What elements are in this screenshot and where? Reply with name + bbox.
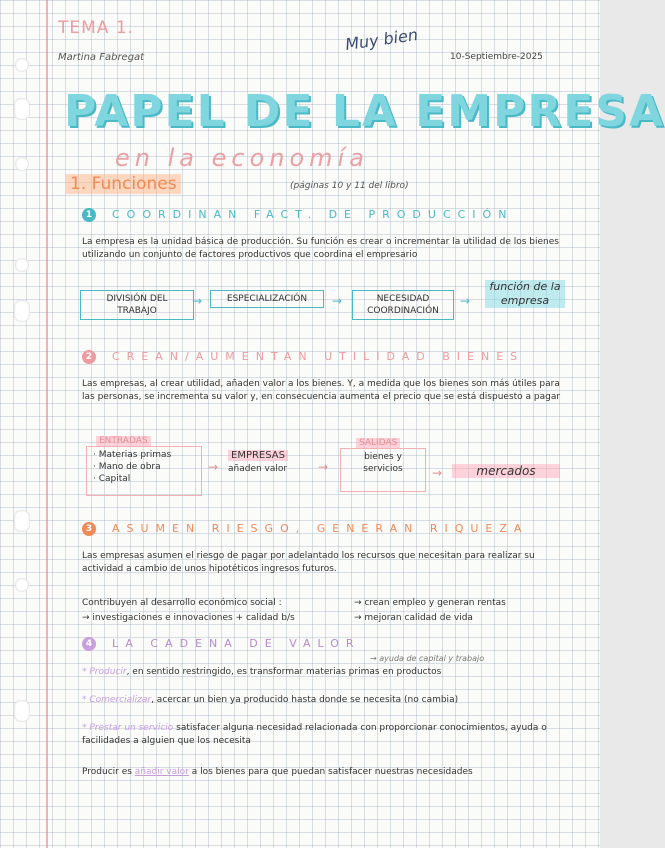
binder-hole bbox=[15, 258, 29, 272]
middle-title: EMPRESAS bbox=[228, 450, 288, 461]
flow-result: función de la empresa bbox=[485, 280, 565, 308]
page-title: PAPEL DE LA EMPRESA bbox=[64, 86, 665, 137]
item-text: Las empresas, al crear utilidad, añaden valor a los bienes. Y, a medida que los bienes son más útiles para las personas, se incrementa su valor y, en consecuencia aumenta el precio que se está dispuesto a pagar bbox=[82, 379, 561, 402]
flow-box: NECESIDAD COORDINACIÓN bbox=[352, 290, 454, 320]
item-number: 4 bbox=[82, 637, 96, 651]
item-number: 3 bbox=[82, 522, 96, 536]
item-heading: CREAN/AUMENTAN UTILIDAD BIENES bbox=[112, 350, 525, 363]
binder-hole bbox=[14, 700, 30, 722]
item-number: 2 bbox=[82, 350, 96, 364]
markets-label: mercados bbox=[452, 464, 560, 478]
value-chain-key: Prestar un servicio bbox=[89, 723, 174, 733]
date-label: 10-Septiembre-2025 bbox=[450, 52, 543, 62]
summary-text: Producir es bbox=[82, 767, 135, 777]
outputs-box: bienes y servicios bbox=[340, 448, 426, 492]
arrow-icon: → bbox=[208, 460, 219, 474]
flow-box: DIVISIÓN DEL TRABAJO bbox=[80, 290, 194, 320]
binder-hole bbox=[14, 98, 30, 120]
pages-note: (páginas 10 y 11 del libro) bbox=[290, 181, 409, 191]
binder-hole bbox=[14, 510, 30, 532]
binder-hole bbox=[15, 578, 29, 592]
contribution-line: → crean empleo y generan rentas bbox=[354, 598, 506, 608]
middle-text: añaden valor bbox=[228, 464, 288, 474]
section-heading: 1. Funciones bbox=[66, 174, 181, 194]
value-chain-desc: , en sentido restringido, es transformar materias primas en productos bbox=[126, 667, 442, 677]
summary-key: añadir valor bbox=[134, 767, 189, 777]
value-chain-item: * Comercializar, acercar un bien ya producido hasta donde se necesita (no cambia) bbox=[82, 695, 459, 705]
arrow-icon: → bbox=[432, 466, 443, 480]
contribution-line: → investigaciones e innovaciones + calidad b/s bbox=[82, 613, 295, 623]
binder-hole bbox=[15, 157, 29, 171]
item-number: 1 bbox=[82, 208, 96, 222]
binder-hole bbox=[15, 58, 29, 72]
item-heading: LA CADENA DE VALOR bbox=[112, 637, 361, 650]
value-chain-item: * Prestar un servicio satisfacer alguna necesidad relacionada con proporcionar conocimientos, ayuda o facilidades a alguien que los necesita bbox=[82, 723, 547, 746]
input-item: · Mano de obra bbox=[93, 462, 161, 472]
input-item: · Materias primas bbox=[93, 450, 172, 460]
margin-line bbox=[46, 0, 48, 848]
binder-hole bbox=[14, 300, 30, 322]
value-chain-desc: , acercar un bien ya producido hasta donde se necesita (no cambia) bbox=[151, 695, 459, 705]
item-text: La empresa es la unidad básica de producción. Su función es crear o incrementar la utilidad de los bienes utilizando un conjunto de factores productivos que coordina el empresario bbox=[82, 237, 559, 260]
teacher-signature: Muy bien bbox=[344, 25, 420, 54]
value-chain-note: → ayuda de capital y trabajo bbox=[370, 654, 485, 663]
item-text: Las empresas asumen el riesgo de pagar por adelantado los recursos que necesitan para realizar su actividad a cambio de unos hipotéticos ingresos futuros. bbox=[82, 551, 535, 574]
inputs-label: ENTRADAS bbox=[96, 436, 151, 446]
item-heading: COORDINAN FACT. DE PRODUCCIÓN bbox=[112, 208, 514, 221]
topic-label: TEMA 1. bbox=[58, 18, 135, 38]
contribution-line: → mejoran calidad de vida bbox=[354, 613, 473, 623]
arrow-icon: → bbox=[318, 460, 329, 474]
outputs-label: SALIDAS bbox=[356, 438, 400, 448]
item-heading: ASUMEN RIESGO, GENERAN RIQUEZA bbox=[112, 522, 529, 535]
author-name: Martina Fabregat bbox=[58, 52, 145, 63]
summary-text: a los bienes para que puedan satisfacer nuestras necesidades bbox=[188, 767, 473, 777]
flow-box: ESPECIALIZACIÓN bbox=[210, 290, 324, 308]
arrow-icon: → bbox=[192, 294, 203, 308]
arrow-icon: → bbox=[460, 294, 471, 308]
value-chain-key: Producir bbox=[89, 667, 127, 677]
value-chain-key: Comercializar bbox=[89, 695, 152, 705]
arrow-icon: → bbox=[332, 294, 343, 308]
value-chain-summary bbox=[82, 766, 582, 779]
page-subtitle: en la economía bbox=[115, 144, 369, 172]
contribution-line: Contribuyen al desarrollo económico social : bbox=[82, 598, 282, 608]
value-chain-desc: satisfacer alguna necesidad relacionada con proporcionar conocimientos, ayuda o facilidades a alguien que los necesita bbox=[82, 723, 547, 746]
input-item: · Capital bbox=[93, 474, 131, 484]
inputs-box bbox=[86, 446, 202, 496]
value-chain-item: * Producir, en sentido restringido, es transformar materias primas en productos bbox=[82, 667, 442, 677]
